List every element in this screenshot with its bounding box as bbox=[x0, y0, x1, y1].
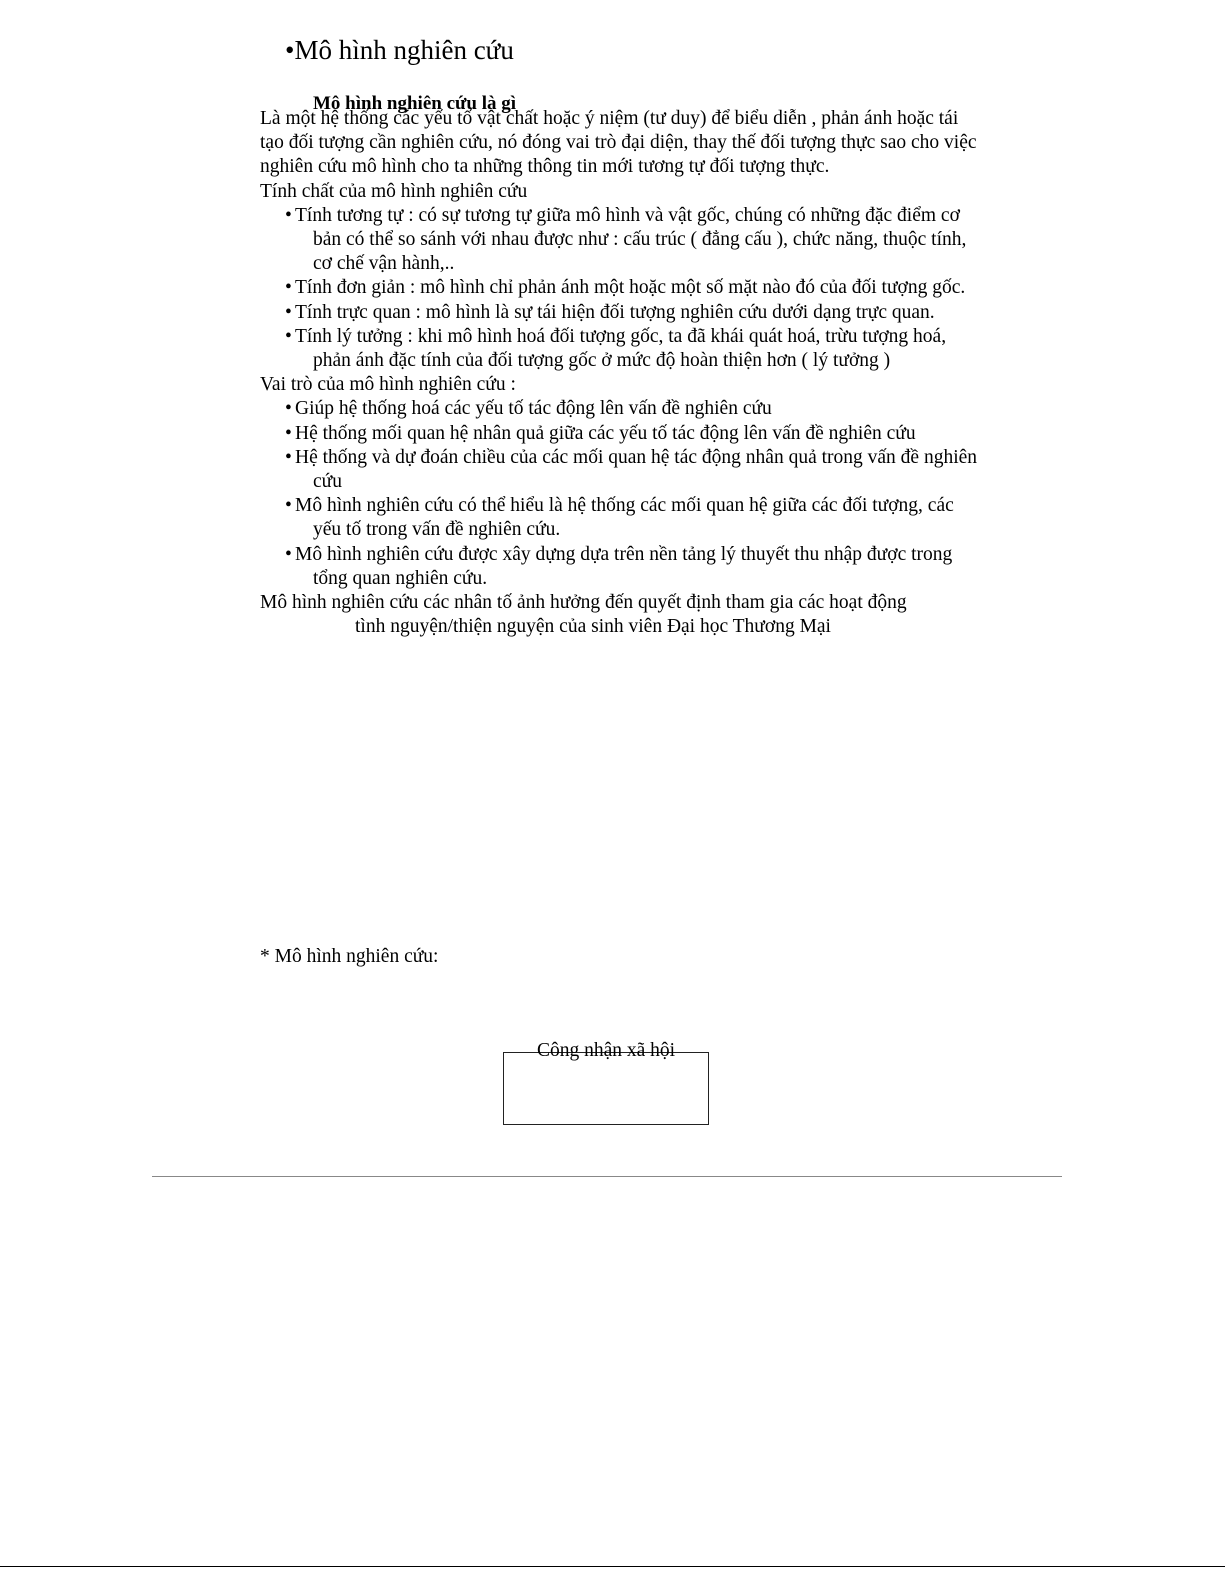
list-item bbox=[285, 494, 980, 542]
list-item bbox=[285, 204, 980, 277]
list-item-text: Giúp hệ thống hoá các yếu tố tác động lên vấn đề nghiên cứu bbox=[295, 398, 772, 420]
list-item bbox=[285, 301, 980, 325]
list-item bbox=[285, 446, 980, 494]
factor-label: Công nhận xã hội bbox=[536, 1040, 676, 1061]
model-title-line2: tình nguyện/thiện nguyện của sinh viên Đại học Thương Mại bbox=[355, 616, 831, 638]
definition-paragraph: Là một hệ thống các yếu tố vật chất hoặc ý niệm (tư duy) để biểu diễn , phản ánh hoặc tái tạo đối tượng cần nghiên cứu, nó đóng vai trò đại diện, thay thế đối tượng thực sao cho việc nghiên cứu mô hình cho ta những thông tin mới tương tự đối tượng thực. bbox=[260, 108, 977, 178]
list-item bbox=[285, 276, 980, 300]
list-item-text: Mô hình nghiên cứu có thể hiểu là hệ thống các mối quan hệ giữa các đối tượng, các yếu tố trong vấn đề nghiên cứu. bbox=[295, 495, 954, 541]
list-item bbox=[285, 422, 980, 446]
subheading: Mô hình nghiên cứu là gì bbox=[313, 93, 517, 114]
list-item bbox=[285, 325, 980, 373]
body-content bbox=[260, 107, 980, 639]
list-item-text: Tính trực quan : mô hình là sự tái hiện đối tượng nghiên cứu dưới dạng trực quan. bbox=[295, 301, 935, 323]
properties-title: Tính chất của mô hình nghiên cứu bbox=[260, 180, 528, 202]
properties-list bbox=[260, 204, 980, 373]
roles-title: Vai trò của mô hình nghiên cứu : bbox=[260, 374, 516, 396]
model-title bbox=[260, 591, 980, 639]
heading-text: Mô hình nghiên cứu bbox=[294, 35, 514, 65]
model-note: * Mô hình nghiên cứu: bbox=[260, 946, 439, 967]
list-item-text: Tính tương tự : có sự tương tự giữa mô hình và vật gốc, chúng có những đặc điểm cơ bản có thể so sánh với nhau được như : cấu trúc ( đẳng cấu ), chức năng, thuộc tính, cơ chế vận hành,.. bbox=[295, 204, 967, 275]
bullet-icon: • bbox=[285, 422, 292, 444]
bullet-icon: • bbox=[285, 495, 292, 517]
bullet-icon: • bbox=[285, 277, 292, 299]
list-item bbox=[285, 543, 980, 591]
roles-list bbox=[260, 397, 980, 591]
list-item-text: Tính đơn giản : mô hình chỉ phản ánh một hoặc một số mặt nào đó của đối tượng gốc. bbox=[295, 277, 966, 299]
list-item-text: Hệ thống và dự đoán chiều của các mối quan hệ tác động nhân quả trong vấn đề nghiên cứu bbox=[295, 446, 978, 493]
bullet-icon: • bbox=[285, 543, 292, 565]
list-item-text: Tính lý tưởng : khi mô hình hoá đối tượng gốc, ta đã khái quát hoá, trừu tượng hoá, phản ánh đặc tính của đối tượng gốc ở mức độ hoàn thiện hơn ( lý tưởng ) bbox=[295, 325, 947, 372]
bullet-icon: • bbox=[285, 325, 292, 347]
bullet-icon: • bbox=[285, 301, 292, 323]
list-item-text: Mô hình nghiên cứu được xây dựng dựa trên nền tảng lý thuyết thu nhập được trong tổng quan nghiên cứu. bbox=[295, 543, 953, 589]
heading-bullet: • bbox=[285, 35, 295, 65]
bullet-icon: • bbox=[285, 446, 292, 468]
section-heading bbox=[285, 34, 514, 66]
bullet-icon: • bbox=[285, 398, 292, 420]
bottom-edge-line bbox=[0, 1566, 1225, 1567]
model-title-line1: Mô hình nghiên cứu các nhân tố ảnh hưởng đến quyết định tham gia các hoạt động bbox=[260, 592, 907, 614]
list-item bbox=[285, 397, 980, 421]
list-item-text: Hệ thống mối quan hệ nhân quả giữa các yếu tố tác động lên vấn đề nghiên cứu bbox=[295, 422, 916, 444]
bullet-icon: • bbox=[285, 204, 292, 226]
page-divider bbox=[152, 1176, 1062, 1177]
